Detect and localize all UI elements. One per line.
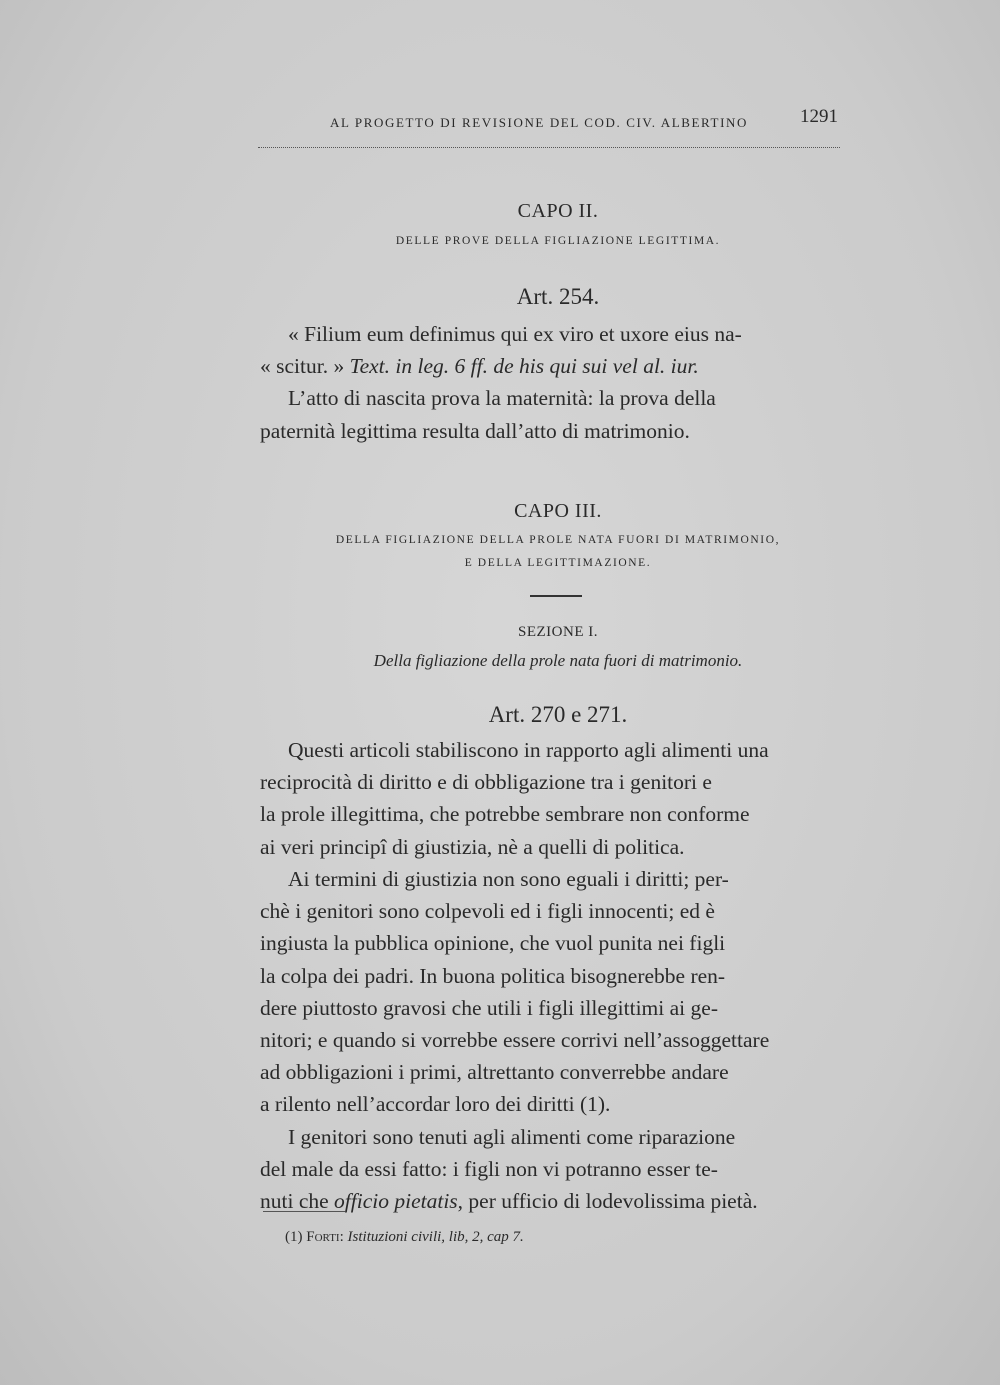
footnote-author: Forti xyxy=(306,1229,340,1245)
footnote: (1) Forti: Istituzioni civili, lib, 2, cap 7. xyxy=(285,1229,524,1245)
capo-ii-title: CAPO II. xyxy=(517,200,599,222)
footnote-rule xyxy=(263,1211,345,1212)
section-rule xyxy=(530,595,582,597)
art-270-paragraph-3 xyxy=(260,1121,850,1218)
text-line: chè i genitori sono colpevoli ed i figli innocenti; ed è xyxy=(260,899,715,924)
running-head: AL PROGETTO DI REVISIONE DEL COD. CIV. ALBERTINO xyxy=(330,115,748,130)
text-line: nitori; e quando si vorrebbe essere corrivi nell’assoggettare xyxy=(260,1028,770,1053)
capo-ii-subtitle: DELLE PROVE DELLA FIGLIAZIONE LEGITTIMA. xyxy=(395,235,721,247)
text-line: ingiusta la pubblica opinione, che vuol punita nei figli xyxy=(260,931,726,956)
page-number: 1291 xyxy=(800,106,838,127)
art-254-line: « Filium eum definimus qui ex viro et uxore eius na- xyxy=(288,322,742,346)
art-254-line: L’atto di nascita prova la maternità: la prova della xyxy=(288,386,716,411)
text-line: del male da essi fatto: i figli non vi potranno esser te- xyxy=(260,1157,718,1182)
footnote-marker: (1) xyxy=(285,1229,303,1245)
text-line: Ai termini di giustizia non sono eguali i diritti; per- xyxy=(288,867,729,891)
latin-citation: Text. in leg. 6 ff. de his qui sui vel al. iur. xyxy=(349,354,699,379)
text-line: la prole illegittima, che potrebbe sembrare non conforme xyxy=(260,802,750,827)
text-line: a rilento nell’accordar loro dei diritti (1). xyxy=(260,1092,611,1117)
text-line: reciprocità di diritto e di obbligazione tra i genitori e xyxy=(260,770,712,795)
art-254-line: paternità legittima resulta dall’atto di matrimonio. xyxy=(260,418,690,443)
text-line: nuti che officio pietatis, per ufficio di lodevolissima pietà. xyxy=(260,1189,758,1214)
footnote-citation: Istituzioni civili, lib, 2, cap 7. xyxy=(347,1229,524,1245)
text-line: Questi articoli stabiliscono in rapporto agli alimenti una xyxy=(288,738,769,762)
sezione-i-subtitle: Della figliazione della prole nata fuori di matrimonio. xyxy=(373,651,743,670)
art-270-paragraph-1 xyxy=(260,734,850,863)
sezione-i-title: SEZIONE I. xyxy=(518,624,598,640)
art-270-paragraph-2 xyxy=(260,863,850,1121)
art-254-heading: Art. 254. xyxy=(516,284,600,309)
art-270-heading: Art. 270 e 271. xyxy=(488,702,628,727)
capo-iii-title: CAPO III. xyxy=(514,500,602,522)
text-line: ad obbligazioni i primi, altrettanto converrebbe andare xyxy=(260,1060,729,1085)
capo-iii-subtitle-2: E DELLA LEGITTIMAZIONE. xyxy=(464,557,652,569)
text-line: I genitori sono tenuti agli alimenti come riparazione xyxy=(288,1125,736,1149)
art-254-line: « scitur. » Text. in leg. 6 ff. de his qui sui vel al. iur. xyxy=(260,354,699,379)
text-line: dere piuttosto gravosi che utili i figli illegittimi ai ge- xyxy=(260,995,718,1020)
header-rule xyxy=(258,147,840,148)
capo-iii-subtitle-1: DELLA FIGLIAZIONE DELLA PROLE NATA FUORI DI MATRIMONIO, xyxy=(335,534,781,546)
art-254-text xyxy=(260,318,850,447)
latin-phrase: officio pietatis xyxy=(334,1189,458,1214)
text-line: la colpa dei padri. In buona politica bisognerebbe ren- xyxy=(260,963,726,988)
text-line: ai veri principî di giustizia, nè a quelli di politica. xyxy=(260,834,685,859)
